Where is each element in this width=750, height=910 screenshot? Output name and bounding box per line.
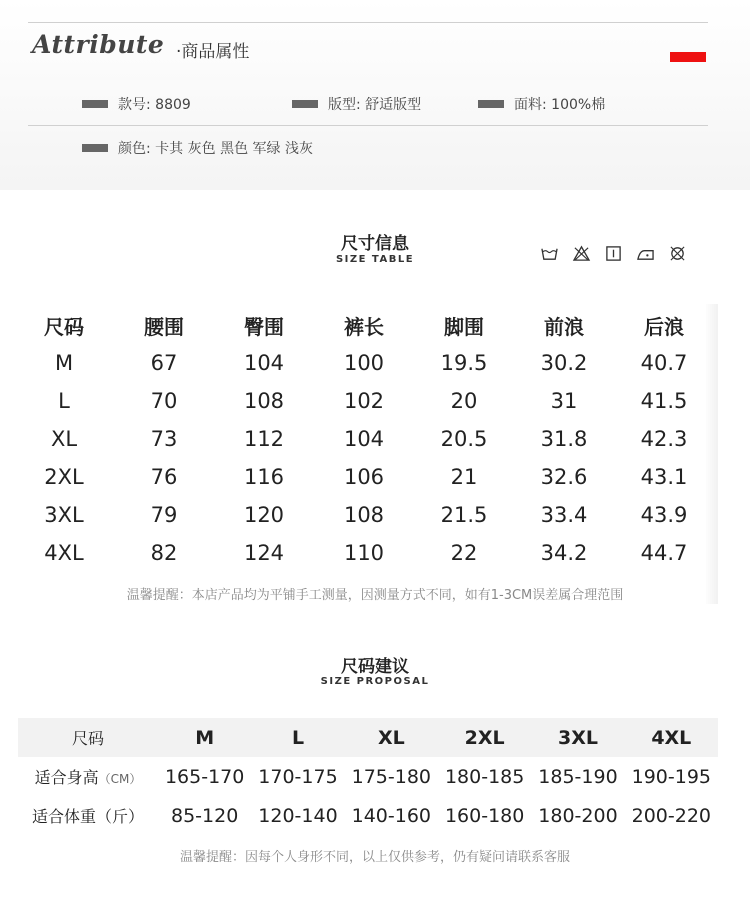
size-table-title: 尺寸信息 <box>341 234 409 254</box>
col-hip: 臀围 <box>244 314 284 339</box>
no-dry-clean-icon <box>668 245 687 262</box>
height-unit: （CM） <box>98 772 142 786</box>
table-cell: 112 <box>243 427 285 451</box>
size-proposal-table <box>18 718 718 835</box>
table-cell: 185-190 <box>538 765 618 788</box>
attr-style-number <box>82 94 191 114</box>
height-label-text: 适合身高 <box>34 768 99 787</box>
table-cell: 85-120 <box>171 804 239 827</box>
table-cell: 40.7 <box>640 351 688 375</box>
table-cell: 33.4 <box>540 503 588 527</box>
divider <box>28 125 708 126</box>
table-cell: L <box>58 389 70 413</box>
table-cell: 20 <box>450 389 478 413</box>
bullet-bar-icon <box>478 100 504 108</box>
proposal-weight-label: 适合体重（斤） <box>31 807 144 826</box>
col-leg-opening: 脚围 <box>444 314 484 339</box>
proposal-height-label <box>18 765 158 788</box>
attr-text: 面料: 100%棉 <box>514 97 606 113</box>
attr-colors <box>82 138 313 158</box>
proposal-note: 温馨提醒：因每个人身形不同，以上仅供参考，仍有疑问请联系客服 <box>179 850 570 865</box>
table-cell: 104 <box>343 427 385 451</box>
table-cell: 43.1 <box>640 465 688 489</box>
table-cell: 160-180 <box>444 804 525 827</box>
table-row <box>14 382 714 420</box>
table-cell: 104 <box>243 351 285 375</box>
table-cell: 102 <box>343 389 385 413</box>
size-table <box>14 306 714 572</box>
table-cell: 76 <box>150 465 178 489</box>
proposal-height-row <box>18 757 718 796</box>
table-cell: 200-220 <box>631 804 711 827</box>
size-proposal-subtitle: SIZE PROPOSAL <box>320 676 430 687</box>
table-cell: 116 <box>243 465 285 489</box>
col-waist: 腰围 <box>144 314 184 339</box>
table-cell: 180-200 <box>538 804 618 827</box>
table-cell: 120-140 <box>258 804 338 827</box>
table-cell: 34.2 <box>540 541 588 565</box>
divider <box>28 22 708 23</box>
table-header-row <box>14 306 714 344</box>
table-cell: 30.2 <box>540 351 588 375</box>
table-cell: XL <box>50 427 78 451</box>
measurement-note: 温馨提醒：本店产品均为平铺手工测量，因测量方式不同，如有1-3CM误差属合理范围 <box>126 588 624 603</box>
table-cell: 31.8 <box>540 427 588 451</box>
table-cell: 108 <box>243 389 285 413</box>
table-row <box>14 344 714 382</box>
attr-text: 颜色: 卡其 灰色 黑色 军绿 浅灰 <box>118 141 313 157</box>
proposal-weight-row <box>18 796 718 835</box>
table-cell: 21 <box>450 465 478 489</box>
proposal-size-label: 尺码 <box>71 729 104 748</box>
table-cell: 100 <box>343 351 385 375</box>
table-cell: 106 <box>343 465 385 489</box>
no-bleach-icon <box>572 245 591 262</box>
table-cell: 110 <box>343 541 385 565</box>
table-cell: 21.5 <box>440 503 488 527</box>
table-cell: 20.5 <box>440 427 488 451</box>
attr-fabric <box>478 94 605 114</box>
table-cell: 124 <box>243 541 285 565</box>
table-cell: 165-170 <box>164 765 245 788</box>
table-cell: 82 <box>150 541 178 565</box>
table-cell: 44.7 <box>640 541 688 565</box>
bullet-bar-icon <box>82 100 108 108</box>
table-cell: 180-185 <box>444 765 525 788</box>
table-cell: 190-195 <box>631 765 711 788</box>
attr-text: 款号: 8809 <box>118 97 191 113</box>
bullet-bar-icon <box>292 100 318 108</box>
bullet-bar-icon <box>82 144 108 152</box>
table-cell: 70 <box>150 389 178 413</box>
table-row <box>14 496 714 534</box>
size-table-subtitle: SIZE TABLE <box>335 254 415 265</box>
table-cell: M <box>54 351 74 375</box>
table-cell: 79 <box>150 503 178 527</box>
attr-text: 版型: 舒适版型 <box>328 97 422 113</box>
size-proposal-title: 尺码建议 <box>341 657 409 677</box>
table-cell: 67 <box>150 351 178 375</box>
table-cell: 120 <box>243 503 285 527</box>
iron-icon <box>636 245 655 262</box>
table-cell: 140-160 <box>351 804 432 827</box>
table-row <box>14 458 714 496</box>
table-cell: 32.6 <box>540 465 588 489</box>
table-cell: 4XL <box>651 726 692 749</box>
attr-fit <box>292 94 421 114</box>
col-size: 尺码 <box>44 314 84 339</box>
tumble-dry-icon <box>604 245 623 262</box>
wash-tub-icon <box>540 245 559 262</box>
table-cell: 41.5 <box>640 389 688 413</box>
table-cell: 4XL <box>44 541 84 565</box>
table-cell: 2XL <box>44 465 84 489</box>
table-cell: 170-175 <box>258 765 338 788</box>
care-icons <box>540 245 687 262</box>
col-front-rise: 前浪 <box>544 314 584 339</box>
table-row <box>14 534 714 572</box>
col-length: 裤长 <box>344 314 384 339</box>
col-back-rise: 后浪 <box>644 314 684 339</box>
table-row <box>14 420 714 458</box>
accent-mark <box>670 52 706 62</box>
table-cell: 43.9 <box>640 503 688 527</box>
brand-script-title: Attribute <box>32 30 165 59</box>
table-cell: 2XL <box>464 726 505 749</box>
table-cell: 175-180 <box>351 765 432 788</box>
table-cell: L <box>291 726 305 749</box>
table-cell: 31 <box>550 389 578 413</box>
attribute-title: ·商品属性 <box>176 42 250 62</box>
table-cell: 22 <box>450 541 478 565</box>
table-cell: 3XL <box>44 503 84 527</box>
table-cell: 42.3 <box>640 427 688 451</box>
table-cell: 73 <box>150 427 178 451</box>
table-cell: 19.5 <box>440 351 488 375</box>
table-cell: XL <box>377 726 405 749</box>
table-cell: 3XL <box>557 726 598 749</box>
proposal-header-row <box>18 718 718 757</box>
table-cell: 108 <box>343 503 385 527</box>
table-cell: M <box>195 726 215 749</box>
